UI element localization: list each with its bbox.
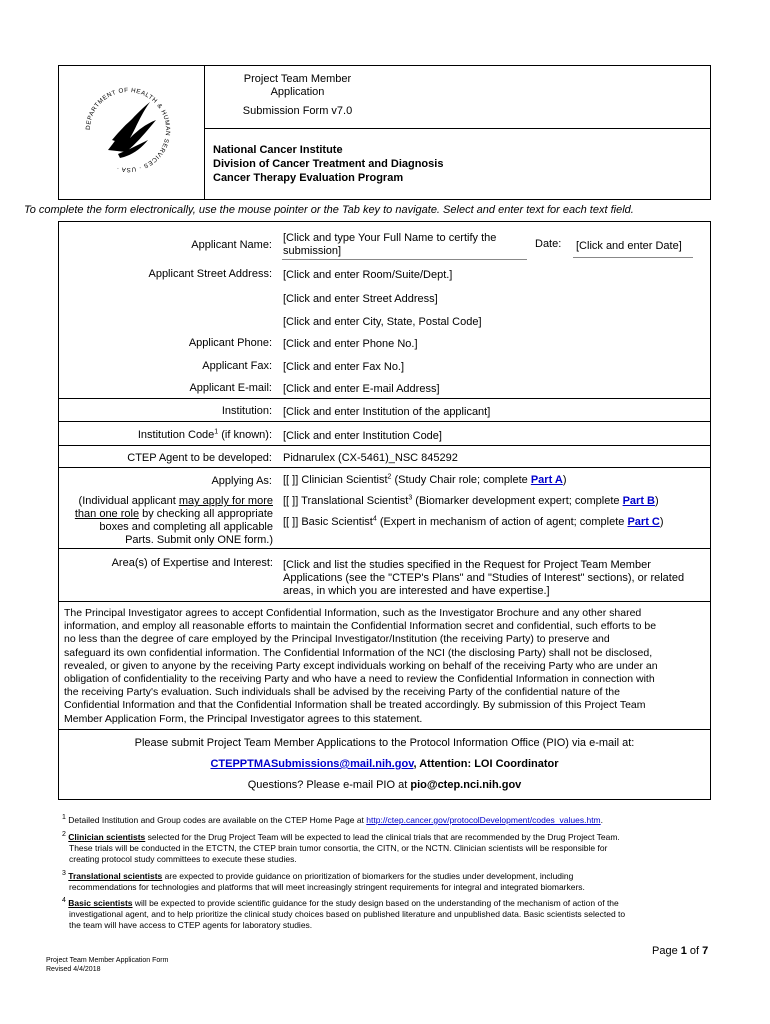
institution-code-field[interactable]: [Click and enter Institution Code]	[283, 430, 442, 442]
ctep-agent-value: Pidnarulex (CX-5461)_NSC 845292	[283, 452, 458, 464]
room-suite-field[interactable]: [Click and enter Room/Suite/Dept.]	[283, 269, 453, 281]
submission-email-link[interactable]: CTEPPTMASubmissions@mail.nih.gov	[210, 758, 414, 770]
pio-email-link[interactable]: pio@ctep.nci.nih.gov	[410, 779, 522, 791]
submit-instructions: Please submit Project Team Member Applications to the Protocol Information Office (PIO) via e-mail at:	[134, 737, 635, 749]
fax-label: Applicant Fax:	[202, 360, 272, 372]
footnote-4: $^4$ Basic scientists will be expected to provide scientific guidance for the study design based on the understanding of the mechanism of action of the investigational agent, and to help prioritize the clinical study choices based on published literature and unpublished data. Basic scientists selected to the team will have access to CTEP agents for laboratory studies.	[62, 897, 626, 930]
page-number: Page 1 of 7	[652, 945, 709, 957]
applying-as-note: (Individual applicant may apply for more than one role by checking all appropriate boxes and completing all applicable Parts. Submit only ONE form.)	[74, 495, 273, 546]
org-program: Cancer Therapy Evaluation Program	[213, 172, 404, 184]
applicant-name-field[interactable]: [Click and type Your Full Name to certify the submission]	[283, 232, 497, 257]
email-label: Applicant E-mail:	[189, 382, 272, 394]
date-label: Date:	[535, 238, 562, 250]
form-title-line2: Application	[270, 86, 325, 98]
email-field[interactable]: [Click and enter E-mail Address]	[283, 383, 440, 395]
date-field[interactable]: [Click and enter Date]	[576, 240, 682, 252]
translational-scientist-checkbox[interactable]: [[ ]] Translational Scientist$^3$ (Biomarker development expert; complete Part B)	[283, 494, 659, 507]
phone-field[interactable]: [Click and enter Phone No.]	[283, 338, 418, 350]
institution-label: Institution:	[221, 405, 272, 417]
clinician-scientist-checkbox[interactable]: [[ ]] Clinician Scientist$^2$ (Study Chair role; complete Part A)	[283, 473, 567, 486]
form-instructions: To complete the form electronically, use the mouse pointer or the Tab key to navigate. Select and enter text for each text field.	[24, 204, 634, 216]
footnote-1: $^1$ Detailed Institution and Group codes are available on the CTEP Home Page at http://ctep.cancer.gov/protocolDevelopment/codes_values.htm.	[62, 814, 604, 825]
confidentiality-statement: The Principal Investigator agrees to accept Confidential Information, such as the Investigator Brochure and any other shared information, and employ all reasonable efforts to maintain the Confidential Information secret and confidential, such efforts to be no less than the degree of care employed by the Principal Investigator/Institution (the receiving Party) to preserve and safeguard its own confidential information. The Confidential Information of the NCI (the disclosing Party) shall not be disclosed, revealed, or given to anyone by the receiving Party except individuals working on behalf of the receiving Party who are under an obligation of confidentiality to the receiving Party and who have a need to review the Confidential Information in connection with the receiving Party's evaluation. Such individuals shall be advised by the receiving Party of the confidential nature of the Confidential Information and that the Confidential Information shall be treated accordingly. By submission of this Project Team Member Application Form, the Principal Investigator agrees to this statement.	[64, 607, 658, 725]
basic-scientist-checkbox[interactable]: [[ ]] Basic Scientist$^4$ (Expert in mechanism of action of agent; complete Part C)	[283, 515, 664, 528]
expertise-field[interactable]: [Click and list the studies specified in the Request for Project Team Member Applications (see the "CTEP's Plans" and "Studies of Interest" sections), or related areas, in which you are interested and have expertise.]	[283, 559, 685, 597]
part-c-link[interactable]: Part C	[627, 516, 660, 528]
applicant-name-label: Applicant Name:	[191, 239, 272, 251]
street-address-field[interactable]: [Click and enter Street Address]	[283, 293, 438, 305]
org-name: National Cancer Institute	[213, 144, 343, 156]
ctep-agent-label: CTEP Agent to be developed:	[127, 452, 272, 464]
street-address-label: Applicant Street Address:	[148, 268, 272, 280]
applying-as-label: Applying As:	[211, 475, 272, 487]
institution-field[interactable]: [Click and enter Institution of the applicant]	[283, 406, 491, 418]
institution-code-label: Institution Code$^1$ (if known):	[137, 428, 272, 441]
fax-field[interactable]: [Click and enter Fax No.]	[283, 361, 405, 373]
expertise-label: Area(s) of Expertise and Interest:	[111, 557, 273, 569]
questions-line: Questions? Please e-mail PIO at pio@ctep.nci.nih.gov	[247, 779, 522, 791]
org-division: Division of Cancer Treatment and Diagnosis	[213, 158, 444, 170]
phone-label: Applicant Phone:	[188, 337, 272, 349]
codes-values-link[interactable]: http://ctep.cancer.gov/protocolDevelopment/codes_values.htm	[366, 815, 601, 825]
page-footer: Project Team Member Application Form Revised 4/4/2018	[46, 957, 169, 973]
submit-email-line: CTEPPTMASubmissions@mail.nih.gov, Attention: LOI Coordinator	[210, 758, 559, 770]
footnote-2: $^2$ Clinician scientists selected for the Drug Project Team will be expected to lead the clinical trials that are recommended by the Drug Project Team. These trials will be conducted in the ETCTN, the CTEP brain tumor consortia, the CITN, or the NCTN. Clinician scientists will be responsible for creating protocol study committees to execute these studies.	[62, 831, 620, 864]
form-title-line1: Project Team Member	[243, 73, 352, 85]
part-b-link[interactable]: Part B	[622, 495, 655, 507]
svg-text:DEPARTMENT OF HEALTH & HUMAN S: DEPARTMENT OF HEALTH & HUMAN SERVICES · USA ·	[84, 86, 172, 174]
city-state-postal-field[interactable]: [Click and enter City, State, Postal Code]	[283, 316, 482, 328]
part-a-link[interactable]: Part A	[530, 474, 563, 486]
hhs-seal-logo	[78, 80, 178, 180]
form-title-line3: Submission Form v7.0	[242, 105, 353, 117]
footnote-3: $^3$ Translational scientists are expected to provide guidance on prioritization of biomarkers for the studies under development, including recommendations for technologies and platforms that will meet increasingly stringent requirements for integral and integrated biomarkers.	[62, 870, 585, 892]
